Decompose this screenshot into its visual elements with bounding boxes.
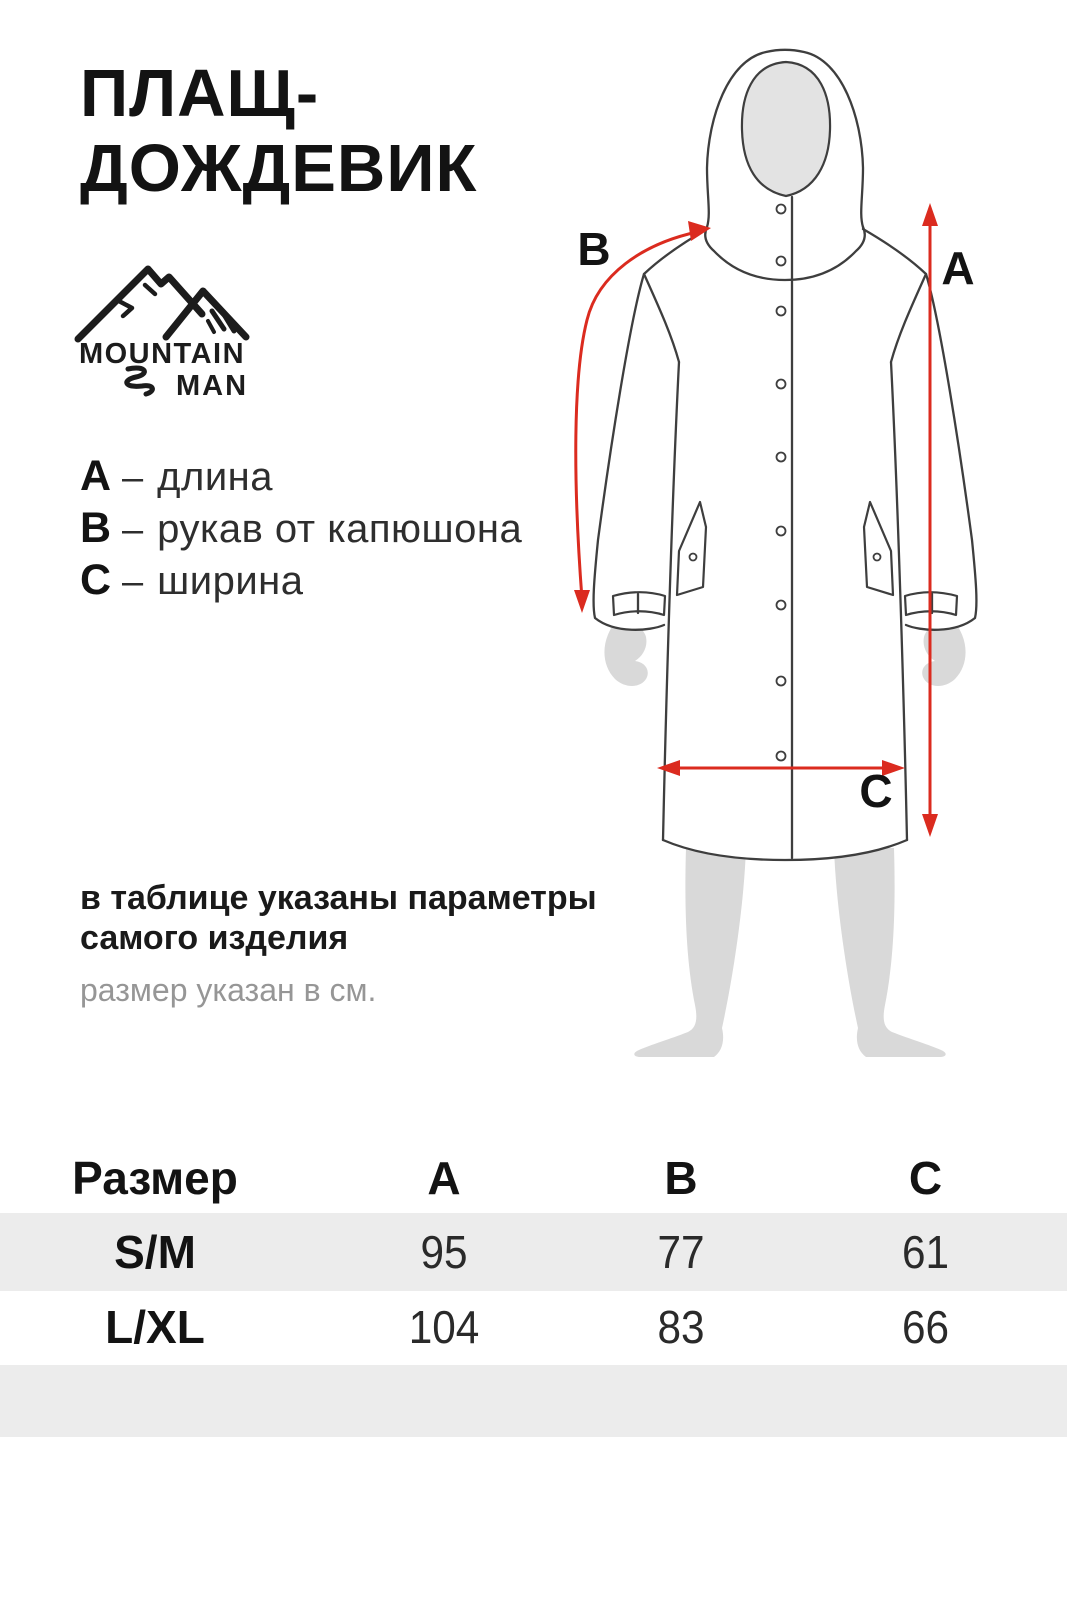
table-row-lxl xyxy=(0,1291,1067,1363)
row-sm-a: 95 xyxy=(420,1226,468,1278)
row-sm-b: 77 xyxy=(657,1226,705,1278)
legend-dash: – xyxy=(122,561,144,603)
leg-left-silhouette xyxy=(634,848,746,1057)
pocket-snap-left xyxy=(690,554,697,561)
legend-dash: – xyxy=(122,457,144,499)
pocket-snap-right xyxy=(874,554,881,561)
size-table xyxy=(0,1143,1067,1363)
brand-word-man: MAN xyxy=(175,370,249,402)
raincoat-measurement-diagram xyxy=(550,35,1020,1070)
measurement-legend xyxy=(80,452,522,608)
hood-face-opening xyxy=(742,62,830,196)
diagram-label-b: B xyxy=(577,223,611,275)
bottom-gray-band xyxy=(0,1365,1067,1437)
brand-word-mountain: MOUNTAIN xyxy=(78,338,246,370)
row-lxl-c: 66 xyxy=(901,1301,950,1353)
legend-row-b xyxy=(80,504,522,556)
legend-label-a: длина xyxy=(157,455,273,499)
hand-left-silhouette xyxy=(604,625,647,686)
legend-key-a: A xyxy=(80,452,112,500)
legend-key-c: C xyxy=(80,556,112,604)
header-size: Размер xyxy=(72,1152,238,1204)
page-title xyxy=(80,56,477,206)
row-sm-size: S/M xyxy=(114,1226,196,1278)
header-a: A xyxy=(427,1152,461,1204)
table-notes xyxy=(80,878,620,1009)
page-title-line2: ДОЖДЕВИК xyxy=(80,131,478,206)
legend-row-a xyxy=(80,452,522,504)
leg-right-silhouette xyxy=(834,848,946,1057)
header-b: B xyxy=(664,1152,698,1204)
note-units: размер указан в см. xyxy=(80,972,377,1008)
row-lxl-size: L/XL xyxy=(105,1301,205,1353)
legend-key-b: B xyxy=(80,504,112,552)
row-lxl-a: 104 xyxy=(408,1301,480,1353)
row-lxl-b: 83 xyxy=(657,1301,705,1353)
legend-dash: – xyxy=(122,509,144,551)
size-table-header xyxy=(0,1143,1067,1213)
stream-squiggle-icon xyxy=(127,368,153,394)
legend-row-c xyxy=(80,556,522,608)
page-title-line1: ПЛАЩ- xyxy=(80,56,320,131)
row-sm-c: 61 xyxy=(901,1226,950,1278)
note-bold: в таблице указаны параметры самого изделия xyxy=(80,879,597,957)
diagram-label-c: C xyxy=(859,765,893,817)
table-row-sm xyxy=(0,1213,1067,1291)
legend-label-b: рукав от капюшона xyxy=(157,507,523,551)
header-c: C xyxy=(908,1152,943,1204)
diagram-label-a: A xyxy=(941,242,975,294)
mountain-man-logo xyxy=(62,252,254,404)
legend-label-c: ширина xyxy=(157,559,304,603)
mountain-icon xyxy=(78,269,246,339)
